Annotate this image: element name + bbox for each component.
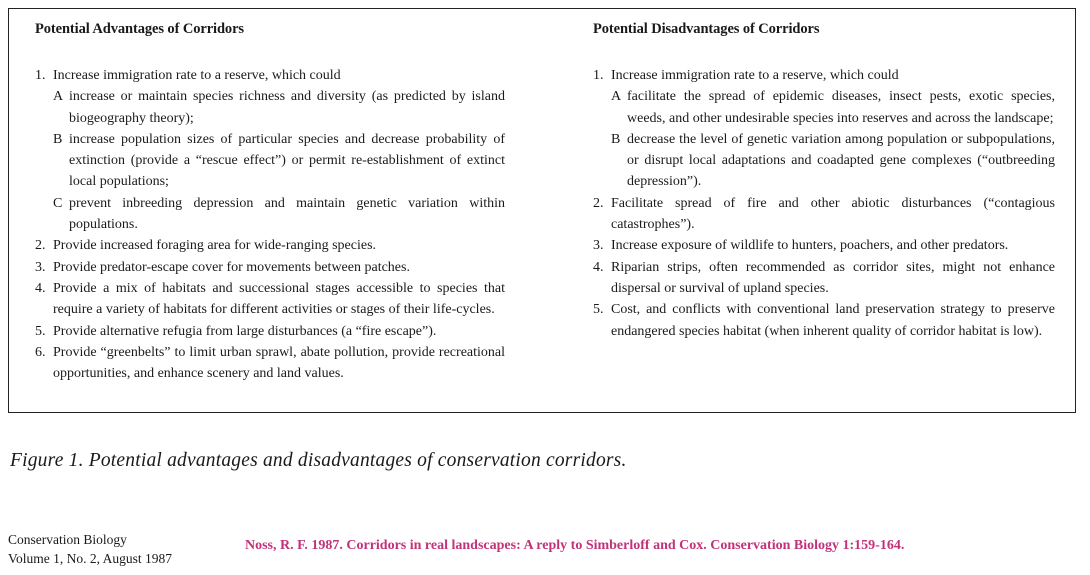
item-text: Provide a mix of habitats and successional stages accessible to species that require a variety of habitats for different activities or stages of their life-cycles.: [53, 280, 505, 318]
item-text: Cost, and conflicts with conventional land preservation strategy to preserve endangered species habitat (when inherent quality of corridor habitat is low).: [611, 302, 1055, 339]
item-text: Increase immigration rate to a reserve, which could: [611, 68, 899, 83]
list-item: [35, 321, 505, 342]
list-item: [593, 193, 1055, 236]
sub-item-letter: C: [53, 195, 63, 211]
item-number: 4.: [593, 259, 604, 275]
figure-caption: Figure 1. Potential advantages and disadvantages of conservation corridors.: [10, 450, 627, 471]
item-text: Provide “greenbelts” to limit urban sprawl, abate pollution, provide recreational opportunities, and enhance scenery and land values.: [53, 344, 505, 382]
journal-info: [8, 530, 172, 568]
disadvantages-column: [593, 21, 1055, 342]
item-text: Increase immigration rate to a reserve, which could: [53, 68, 341, 83]
sub-item: [611, 129, 1055, 193]
list-item: [35, 342, 505, 385]
disadvantages-heading: Potential Disadvantages of Corridors: [593, 21, 820, 37]
item-number: 2.: [593, 195, 604, 211]
advantages-heading: Potential Advantages of Corridors: [35, 21, 244, 37]
item-number: 6.: [35, 344, 46, 360]
citation-text: Noss, R. F. 1987. Corridors in real landscapes: A reply to Simberloff and Cox. Conservation Biology 1:159-164.: [245, 538, 905, 553]
sub-item: [611, 86, 1055, 129]
sub-item-text: decrease the level of genetic variation among population or subpopulations, or disrupt local adaptations and coadapted gene complexes (“outbreeding depression”).: [627, 131, 1055, 190]
sub-item-text: facilitate the spread of epidemic diseases, insect pests, exotic species, weeds, and other undesirable species into reserves and across the landscape;: [627, 89, 1055, 126]
corridors-table: [8, 8, 1076, 413]
item-number: 1.: [593, 68, 604, 83]
advantages-column: [35, 21, 505, 384]
item-text: Facilitate spread of fire and other abiotic disturbances (“contagious catastrophes”).: [611, 195, 1055, 233]
list-item: [35, 235, 505, 256]
sub-item-text: increase or maintain species richness and diversity (as predicted by island biogeography theory);: [69, 89, 505, 126]
item-number: 3.: [35, 259, 46, 275]
item-number: 4.: [35, 280, 46, 296]
sub-item-letter: B: [611, 131, 621, 147]
journal-name: Conservation Biology: [8, 532, 127, 547]
advantages-list: [35, 65, 505, 384]
item-number: 2.: [35, 238, 46, 254]
item-text: Provide predator-escape cover for movements between patches.: [53, 259, 410, 275]
sub-item-letter: A: [53, 89, 64, 105]
list-item: [593, 65, 1055, 86]
item-number: 1.: [35, 68, 46, 83]
item-number: 3.: [593, 238, 604, 254]
item-number: 5.: [35, 323, 46, 339]
item-text: Provide alternative refugia from large disturbances (a “fire escape”).: [53, 323, 437, 339]
sub-item-text: increase population sizes of particular species and decrease probability of extinction (provide a “rescue effect”) or permit re-establishment of extinct local populations;: [69, 131, 505, 190]
disadvantages-list: [593, 65, 1055, 342]
item-text: Provide increased foraging area for wide-ranging species.: [53, 238, 377, 254]
sub-item-text: prevent inbreeding depression and maintain genetic variation within populations.: [69, 195, 505, 233]
list-item: [35, 65, 505, 86]
item-text: Increase exposure of wildlife to hunters, poachers, and other predators.: [611, 238, 1009, 254]
sub-item-letter: B: [53, 131, 63, 147]
sub-item-letter: A: [611, 89, 622, 105]
sub-item: [53, 193, 505, 236]
sub-item: [53, 129, 505, 193]
item-number: 5.: [593, 302, 604, 318]
list-item: [593, 299, 1055, 342]
sub-item: [53, 86, 505, 129]
list-item: [35, 278, 505, 321]
item-text: Riparian strips, often recommended as corridor sites, might not enhance dispersal or survival of upland species.: [611, 259, 1055, 296]
list-item: [593, 235, 1055, 256]
list-item: [35, 257, 505, 278]
list-item: [593, 257, 1055, 300]
journal-volume: Volume 1, No. 2, August 1987: [8, 551, 173, 566]
